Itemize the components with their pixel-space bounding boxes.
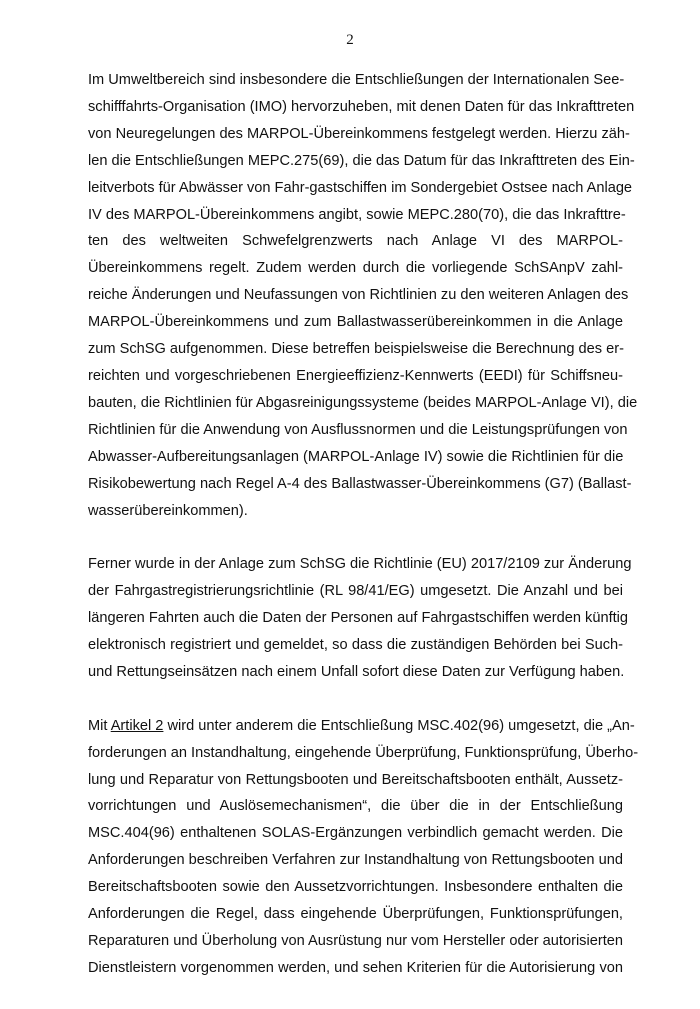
text-line: und Rettungseinsätzen nach einem Unfall sofort diese Daten zur Verfügung haben. <box>88 663 625 680</box>
body-text <box>88 67 639 1009</box>
paragraph-artikel-2 <box>88 713 639 982</box>
text-line: längeren Fahrten auch die Daten der Personen auf Fahrgastschiffen werden künftig <box>88 610 629 627</box>
text-line: IV des MARPOL-Übereinkommens angibt, sowie MEPC.280(70), die das Inkrafttre- <box>88 206 626 223</box>
paragraph-umweltbereich <box>88 67 638 524</box>
text-line: von Neuregelungen des MARPOL-Übereinkommens festgelegt werden. Hierzu zäh- <box>88 125 630 142</box>
text-line: forderungen an Instandhaltung, eingehende Überprüfung, Funktionsprüfung, Überho- <box>88 744 639 761</box>
text-line: elektronisch registriert und gemeldet, so dass die zuständigen Behörden bei Such- <box>88 637 623 654</box>
text-line: Übereinkommens regelt. Zudem werden durch die vorliegende SchSAnpV zahl- <box>88 260 623 277</box>
text-line: Anforderungen beschreiben Verfahren zur Instandhaltung von Rettungsbooten und <box>88 852 623 869</box>
text-line: Anforderungen die Regel, dass eingehende Überprüfungen, Funktionsprüfungen, <box>88 906 623 923</box>
text-line: schifffahrts-Organisation (IMO) hervorzuheben, mit denen Daten für das Inkrafttreten <box>88 98 635 115</box>
text-line: vorrichtungen und Auslösemechanismen“, die über die in der Entschließung <box>88 798 623 815</box>
text-line: reichten und vorgeschriebenen Energieeffizienz-Kennwerts (EEDI) für Schiffsneu- <box>88 367 623 384</box>
paragraph-fahrgastregistrierung <box>88 551 632 686</box>
text-line: Dienstleistern vorgenommen werden, und sehen Kriterien für die Autorisierung von <box>88 959 623 976</box>
text-line: lung und Reparatur von Rettungsbooten und Bereitschaftsbooten enthält, Aussetz- <box>88 771 623 788</box>
text-fragment: wird unter anderem die Entschließung MSC.402(96) umgesetzt, die „An- <box>163 717 635 734</box>
text-line: wasserübereinkommen). <box>88 502 248 519</box>
text-fragment: Mit <box>88 717 111 734</box>
text-line: Risikobewertung nach Regel A-4 des Ballastwasser-Übereinkommens (G7) (Ballast- <box>88 475 632 492</box>
text-line: reiche Änderungen und Neufassungen von Richtlinien zu den weiteren Anlagen des <box>88 287 629 304</box>
text-line: Bereitschaftsbooten sowie den Aussetzvorrichtungen. Insbesondere enthalten die <box>88 879 623 896</box>
page-number: 2 <box>346 32 354 48</box>
text-line: leitverbots für Abwässer von Fahr-gastschiffen im Sondergebiet Ostsee nach Anlage <box>88 179 633 196</box>
text-line: bauten, die Richtlinien für Abgasreinigungssysteme (beides MARPOL-Anlage VI), die <box>88 394 638 411</box>
text-line: Im Umweltbereich sind insbesondere die Entschließungen der Internationalen See- <box>88 72 625 88</box>
text-line: Reparaturen und Überholung von Ausrüstung nur vom Hersteller oder autorisierten <box>88 932 623 949</box>
text-line: MARPOL-Übereinkommens und zum Ballastwasserübereinkommen in die Anlage <box>88 314 623 331</box>
text-line: ten des weltweiten Schwefelgrenzwerts nach Anlage VI des MARPOL- <box>88 233 623 250</box>
text-line: zum SchSG aufgenommen. Diese betreffen beispielsweise die Berechnung des er- <box>88 341 624 358</box>
text-line <box>88 713 635 740</box>
text-line: Abwasser-Aufbereitungsanlagen (MARPOL-Anlage IV) sowie die Richtlinien für die <box>88 448 624 465</box>
text-line: der Fahrgastregistrierungsrichtlinie (RL 98/41/EG) umgesetzt. Die Anzahl und bei <box>88 583 623 600</box>
text-line: MSC.404(96) enthaltenen SOLAS-Ergänzungen verbindlich gemacht werden. Die <box>88 825 623 842</box>
text-line: len die Entschließungen MEPC.275(69), die das Datum für das Inkrafttreten des Ein- <box>88 152 635 169</box>
text-line: Ferner wurde in der Anlage zum SchSG die Richtlinie (EU) 2017/2109 zur Änderung <box>88 556 632 573</box>
text-line: Richtlinien für die Anwendung von Ausflussnormen und die Leistungsprüfungen von <box>88 421 628 438</box>
artikel-2-link[interactable]: Artikel 2 <box>110 717 164 734</box>
